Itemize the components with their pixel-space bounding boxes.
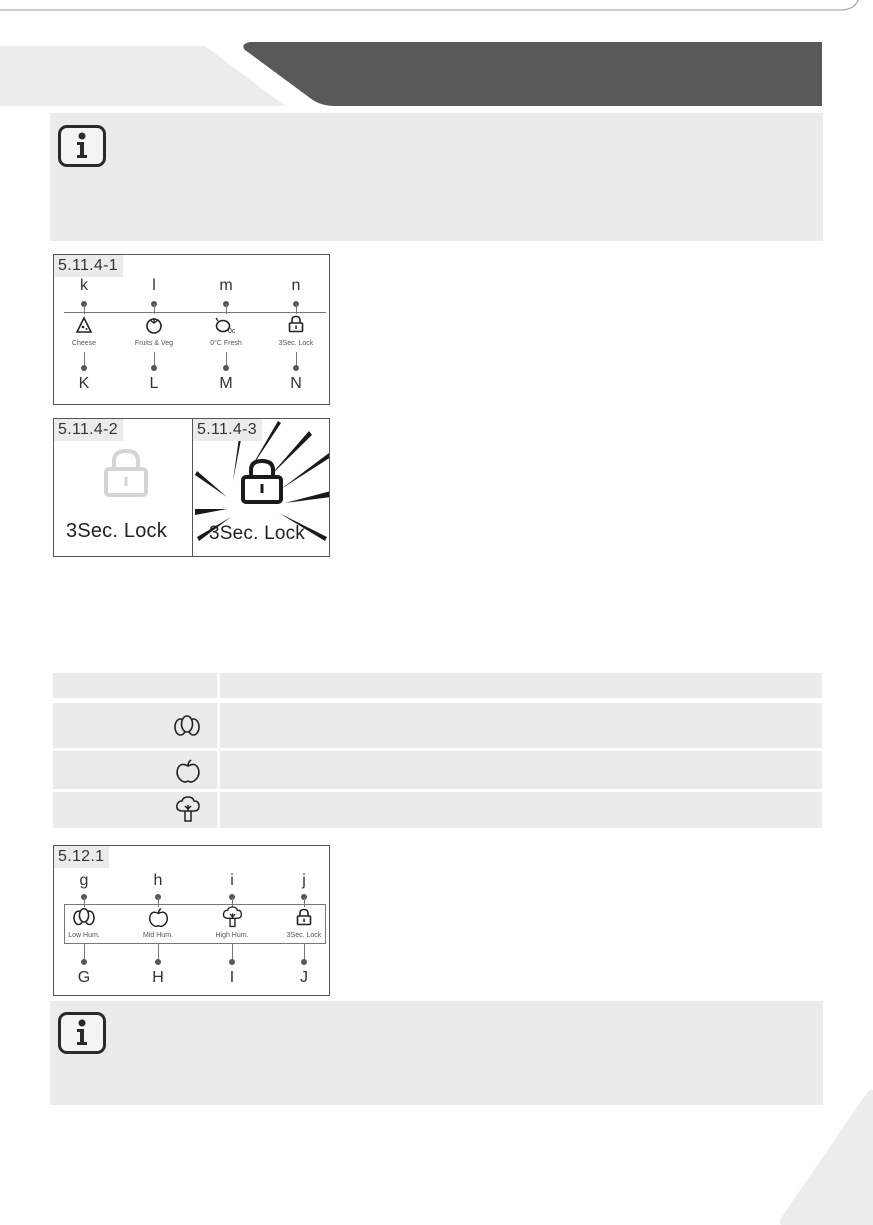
cheese-icon <box>74 315 94 335</box>
info-icon <box>58 125 106 167</box>
connector <box>226 304 227 314</box>
panel-column <box>68 872 100 994</box>
dot <box>293 365 299 371</box>
panel-column <box>278 277 314 403</box>
connector <box>84 352 85 366</box>
top-letter: g <box>79 872 89 889</box>
dot <box>155 959 161 965</box>
table-divider <box>217 703 220 748</box>
svg-text:0c: 0c <box>228 328 236 335</box>
lemon-icon <box>214 315 238 335</box>
table-row <box>53 751 822 789</box>
panel-label: 5.11.4-3 <box>193 419 262 441</box>
panel-column <box>134 277 174 403</box>
bottom-letter: N <box>290 375 302 392</box>
caption: 3Sec. Lock <box>286 932 322 939</box>
bottom-letter: L <box>149 375 159 392</box>
dot <box>223 365 229 371</box>
caption: High Hum. <box>215 932 249 939</box>
apple-icon <box>175 758 201 784</box>
caption: Mid Hum. <box>143 932 173 939</box>
panel-label: 5.11.4-1 <box>54 255 123 277</box>
bottom-letter: I <box>229 969 235 986</box>
panel-column <box>210 277 242 403</box>
panel-column <box>72 277 96 403</box>
top-letter: l <box>152 277 156 294</box>
connector <box>84 304 85 314</box>
connector <box>84 897 85 907</box>
lock-caption: 3Sec. Lock <box>66 520 167 542</box>
lock-icon <box>287 315 305 333</box>
panel-5-11-4-3 <box>192 418 330 557</box>
bottom-letter: K <box>78 375 90 392</box>
header-tab-dark <box>240 42 822 106</box>
caption: 3Sec. Lock <box>278 340 314 347</box>
eggs-icon <box>72 907 96 927</box>
apple-icon <box>148 907 169 928</box>
caption: Fruits & Veg <box>134 340 174 347</box>
lock-icon <box>295 908 313 926</box>
connector <box>304 897 305 907</box>
connector <box>158 897 159 907</box>
panel-5-11-4-2 <box>53 418 193 557</box>
tomato-icon <box>144 315 164 335</box>
bottom-letter: H <box>152 969 164 986</box>
caption: Cheese <box>71 340 97 347</box>
top-letter: i <box>230 872 234 889</box>
info-note-box <box>50 1001 823 1105</box>
top-letter: j <box>302 872 306 889</box>
bottom-letter: M <box>219 375 233 392</box>
dot <box>229 959 235 965</box>
dot <box>81 959 87 965</box>
table-divider <box>217 792 220 828</box>
connector <box>232 944 233 960</box>
table-header-divider <box>217 673 220 698</box>
panel-column <box>215 872 249 994</box>
top-letter: h <box>153 872 163 889</box>
top-letter: m <box>219 277 233 294</box>
panel-5-11-4-1 <box>53 254 330 405</box>
broccoli-icon <box>222 906 243 929</box>
page-corner-tab <box>778 1090 873 1225</box>
lock-icon <box>239 457 285 505</box>
connector <box>226 352 227 366</box>
broccoli-icon <box>175 796 201 824</box>
connector <box>84 944 85 960</box>
panel-column <box>286 872 322 994</box>
info-icon <box>58 1012 106 1054</box>
bottom-letter: J <box>300 969 308 986</box>
dot <box>81 365 87 371</box>
top-letter: n <box>291 277 301 294</box>
dot <box>151 365 157 371</box>
lock-outline-icon <box>100 447 152 499</box>
connector <box>296 352 297 366</box>
table-header-row <box>53 673 822 698</box>
connector <box>296 304 297 314</box>
caption: Low Hum. <box>68 932 100 939</box>
panel-5-12-1 <box>53 845 330 996</box>
connector <box>154 352 155 366</box>
top-edge-line <box>0 0 873 42</box>
table-row <box>53 703 822 748</box>
table-row <box>53 792 822 828</box>
bottom-letter: G <box>77 969 91 986</box>
top-letter: k <box>80 277 88 294</box>
panel-label: 5.12.1 <box>54 846 109 868</box>
panel-column <box>143 872 173 994</box>
panel-label: 5.11.4-2 <box>54 419 123 441</box>
connector <box>158 944 159 960</box>
table-divider <box>217 751 220 789</box>
connector <box>154 304 155 314</box>
caption: 0°C Fresh <box>210 340 242 347</box>
connector <box>304 944 305 960</box>
dot <box>301 959 307 965</box>
eggs-icon <box>173 714 201 738</box>
info-note-box <box>50 113 823 241</box>
lock-caption: 3Sec. Lock <box>209 523 305 544</box>
